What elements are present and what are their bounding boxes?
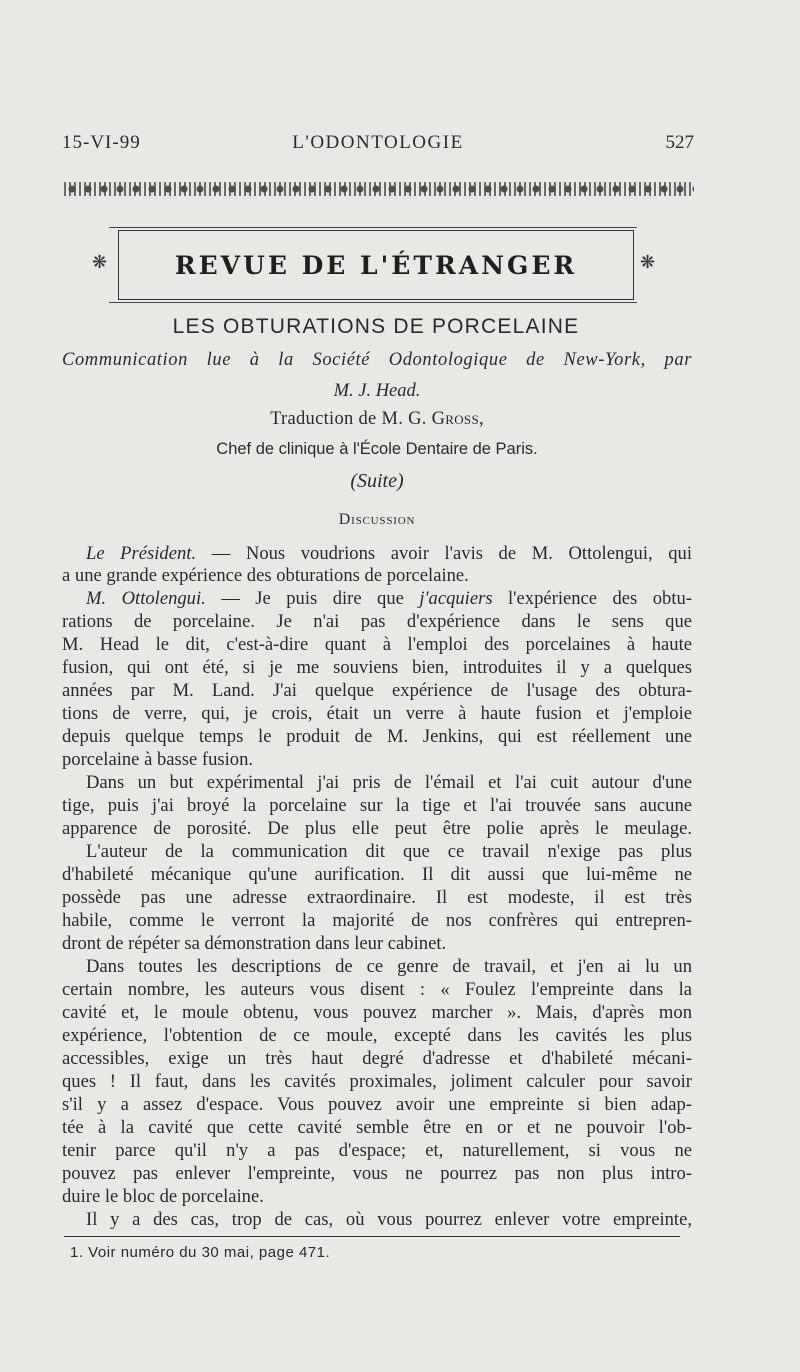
issue-date: 15-VI-99 — [62, 132, 141, 153]
body-line: Dans un but expérimental j'ai pris de l'émail et l'ai cuit autour d'une — [86, 772, 692, 793]
continued-label: (Suite) — [350, 470, 404, 492]
translator-prefix: Traduction de M. G. — [270, 409, 432, 429]
fleuron-left-icon: ❋ — [92, 252, 108, 272]
body-line: a une grande expérience des obturations de porcelaine. — [62, 565, 469, 586]
running-head — [62, 132, 694, 156]
body-line: apparence de porosité. De plus elle peut être polie après le meulage. — [62, 818, 692, 839]
section-banner — [118, 230, 634, 300]
article-subtitle: Communication lue à la Société Odontologique de New-York, par — [62, 350, 692, 370]
body-line: cavité et, le moule obtenu, vous pouvez marcher ». Mais, d'après mon — [62, 1002, 692, 1023]
body-text: — Je puis dire que — [205, 588, 420, 609]
article-author: M. J. Head. — [333, 381, 421, 401]
body-line: dront de répéter sa démonstration dans leur cabinet. — [62, 933, 447, 954]
body-line: Il y a des cas, trop de cas, où vous pourrez enlever votre empreinte, — [86, 1209, 692, 1230]
body-line — [86, 588, 692, 610]
body-line: Dans toutes les descriptions de ce genre de travail, et j'en ai lu un — [86, 956, 692, 977]
footnote-rule — [64, 1236, 680, 1237]
body-line — [86, 543, 692, 565]
body-line: fusion, qui ont été, si je me souviens bien, introduites il y a quelques — [62, 657, 692, 678]
body-text: — Nous voudrions avoir l'avis de M. Ottolengui, qui — [196, 543, 692, 564]
body-line: d'habileté mécanique qu'une aurification. Il dit aussi que lui-même ne — [62, 864, 692, 885]
body-line: années par M. Land. J'ai quelque expérience de l'usage des obtura- — [62, 680, 692, 701]
body-text: l'expérience des obtu- — [492, 588, 692, 609]
ornamental-rule — [64, 182, 694, 196]
translator-line — [62, 409, 692, 430]
body-line: porcelaine à basse fusion. — [62, 749, 254, 770]
journal-title: L'ODONTOLOGIE — [292, 132, 464, 153]
speaker-name: Le Président. — [86, 543, 197, 564]
body-line: accessibles, exige un très haut degré d'adresse et d'habileté mécani- — [62, 1048, 692, 1069]
body-line: rations de porcelaine. Je n'ai pas d'expérience dans le sens que — [62, 611, 692, 632]
body-line: depuis quelque temps le produit de M. Jenkins, qui est réellement une — [62, 726, 692, 747]
body-line: L'auteur de la communication dit que ce travail n'exige pas plus — [86, 841, 692, 862]
article-title: LES OBTURATIONS DE PORCELAINE — [172, 315, 580, 338]
speaker-name: M. Ottolengui. — [86, 588, 206, 609]
body-line: habile, comme le verront la majorité de nos confrères qui entrepren- — [62, 910, 692, 931]
body-line: expérience, l'obtention de ce moule, excepté dans les cavités les plus — [62, 1025, 692, 1046]
body-line: tée à la cavité que cette cavité semble être en or et ne pouvoir l'ob- — [62, 1117, 692, 1138]
body-line: certain nombre, les auteurs vous disent : « Foulez l'empreinte dans la — [62, 979, 692, 1000]
page-number: 527 — [665, 132, 694, 153]
body-line: tige, puis j'ai broyé la porcelaine sur la tige et l'ai trouvée sans aucune — [62, 795, 692, 816]
fleuron-right-icon: ❋ — [640, 252, 656, 272]
emphasis: j'acquiers — [419, 588, 493, 609]
body-line: duire le bloc de porcelaine. — [62, 1186, 264, 1207]
translator-role: Chef de clinique à l'École Dentaire de Paris. — [216, 440, 538, 458]
body-line: possède pas une adresse extraordinaire. Il est modeste, il est très — [62, 887, 692, 908]
body-line: tions de verre, qui, je crois, était un verre à haute fusion et j'emploie — [62, 703, 692, 724]
body-line: tenir parce qu'il n'y a pas d'espace; et, naturellement, si vous ne — [62, 1140, 692, 1161]
body-line: s'il y a assez d'espace. Vous pouvez avoir une empreinte si bien adap- — [62, 1094, 692, 1115]
section-title: REVUE DE L'ÉTRANGER — [174, 251, 578, 280]
body-line: ques ! Il faut, dans les cavités proximales, joliment calculer pour savoir — [62, 1071, 692, 1092]
body-line: pouvez pas enlever l'empreinte, vous ne pourrez pas non plus intro- — [62, 1163, 692, 1184]
footnote: 1. Voir numéro du 30 mai, page 471. — [70, 1244, 331, 1261]
body-line: M. Head le dit, c'est-à-dire quant à l'emploi des porcelaines à haute — [62, 634, 692, 655]
discussion-heading: Discussion — [338, 511, 416, 528]
translator-name: Gross, — [431, 409, 484, 429]
